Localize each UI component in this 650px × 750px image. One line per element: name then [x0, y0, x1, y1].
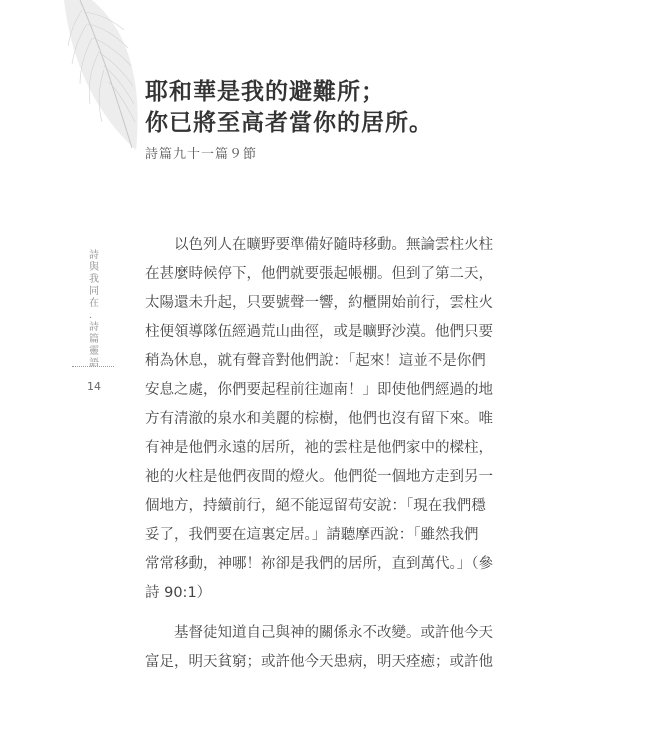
- running-head-char: 我: [89, 274, 99, 285]
- text-line: 安息之處，你們要起程前往迦南！」即使他們經過的地: [145, 382, 493, 398]
- text-line: 妥了，我們要在這裏定居。」請聽摩西說：「雖然我們: [145, 527, 479, 543]
- text-line: 有神是他們永遠的居所，祂的雲柱是他們家中的樑柱，: [145, 440, 493, 456]
- text-line: 詩 90:1）: [145, 585, 212, 601]
- running-head: [86, 250, 102, 370]
- paragraph-1: [145, 231, 515, 608]
- running-head-divider: [72, 366, 114, 367]
- feather-decoration-icon: [62, 0, 154, 150]
- text-line: 太陽還未升起，只要號聲一響，約櫃開始前行，雲柱火: [145, 295, 493, 311]
- text-line: 個地方，持續前行，絕不能逗留苟安說：「現在我們穩: [145, 498, 486, 514]
- text-line: 方有清澈的泉水和美麗的棕樹，他們也沒有留下來。唯: [145, 411, 493, 427]
- running-head-char: 靈: [89, 346, 99, 357]
- running-head-char: 在: [89, 298, 99, 309]
- running-head-char: 詩: [89, 250, 99, 261]
- running-head-char: ．: [89, 310, 99, 321]
- text-line: 富足，明天貧窮；或許他今天患病，明天痊癒；或許他: [145, 654, 493, 670]
- text-line: 常常移動，神哪！祢卻是我們的居所，直到萬代。」（參: [145, 556, 493, 572]
- running-head-char: 同: [89, 286, 99, 297]
- scripture-reference: 詩篇九十一篇９節: [145, 147, 258, 162]
- scripture-heading: [145, 76, 433, 138]
- heading-line-2: 你已將至高者當你的居所。: [145, 109, 433, 136]
- running-head-char: 篇: [89, 334, 99, 345]
- running-head-char: 詩: [89, 322, 99, 333]
- heading-line-1: 耶和華是我的避難所；: [145, 78, 385, 105]
- body-text: [145, 231, 515, 677]
- paragraph-2: [145, 619, 515, 677]
- running-head-char: 與: [89, 262, 99, 273]
- text-line: 稍為休息，就有聲音對他們說：「起來！這並不是你們: [145, 353, 486, 369]
- text-line: 柱便領導隊伍經過荒山曲徑，或是曠野沙漠。他們只要: [145, 324, 493, 340]
- text-line: 祂的火柱是他們夜間的燈火。他們從一個地方走到另一: [145, 469, 493, 485]
- running-head-char: 語: [89, 358, 99, 369]
- text-line: 在甚麼時候停下，他們就要張起帳棚。但到了第二天，: [145, 266, 493, 282]
- page-number: 14: [87, 380, 101, 393]
- text-line: 基督徒知道自己與神的關係永不改變。或許他今天: [174, 625, 493, 641]
- text-line: 以色列人在曠野要準備好隨時移動。無論雲柱火柱: [174, 237, 493, 253]
